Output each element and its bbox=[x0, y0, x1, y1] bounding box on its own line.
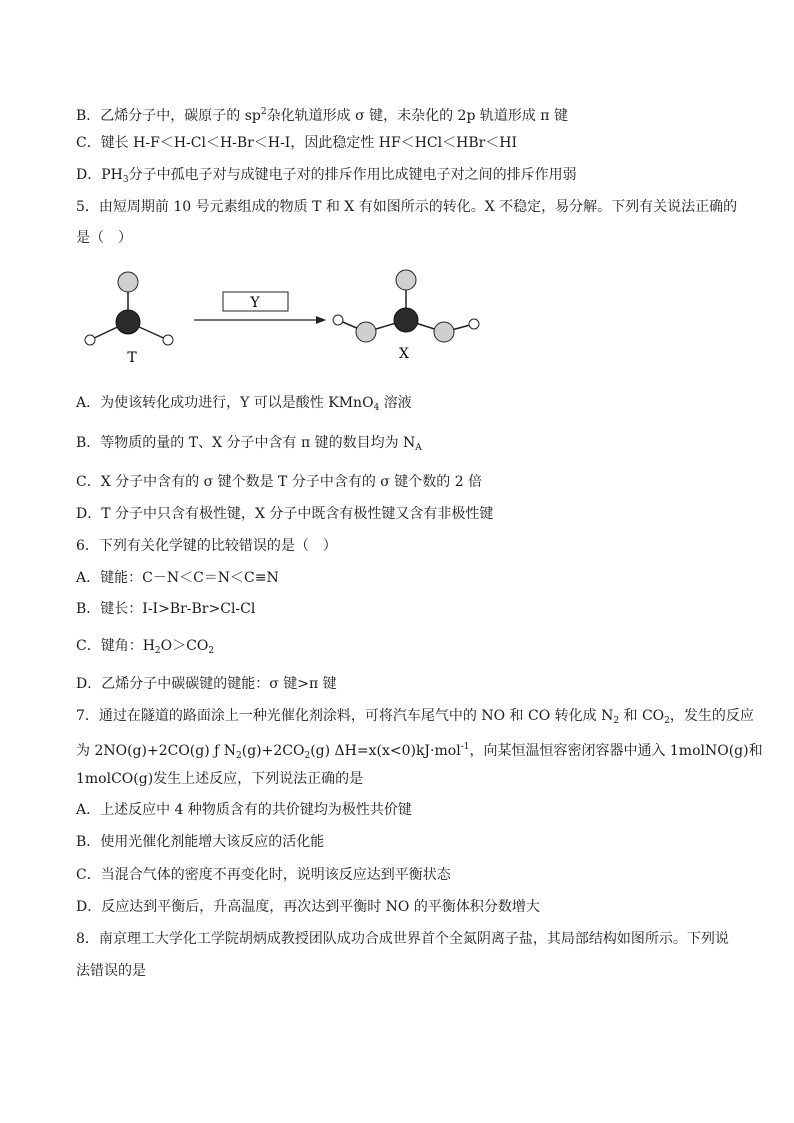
option-4c: C．键长 H-F＜H-Cl＜H-Br＜H-I，因此稳定性 HF＜HCl＜HBr＜HI bbox=[76, 135, 518, 151]
question-7-equation: 为 2NO(g)+2CO(g) ƒ $N_2(g)+2CO_2(g)$ ΔH=x(x<0)kJ·mol$^{-1}$，向某恒温恒容密闭容器中通入 1molNO(g)和 bbox=[76, 742, 763, 761]
option-5d: D．T 分子中只含有极性键，X 分子中既含有极性键又含有非极性键 bbox=[76, 506, 494, 522]
t-hydrogen-atom bbox=[163, 335, 173, 345]
question-6-stem: 6．下列有关化学键的比较错误的是（ ） bbox=[76, 538, 337, 554]
t-hydrogen-atom bbox=[85, 335, 95, 345]
x-oxygen-atom bbox=[434, 322, 454, 342]
question-7-stem-cont: 1molCO(g)发生上述反应，下列说法正确的是 bbox=[76, 771, 364, 787]
option-5c: C．X 分子中含有的 σ 键个数是 T 分子中含有的 σ 键个数的 2 倍 bbox=[76, 474, 483, 490]
question-8-stem-cont: 法错误的是 bbox=[76, 963, 146, 979]
label-x: X bbox=[399, 346, 409, 362]
t-oxygen-atom bbox=[118, 272, 138, 292]
question-5-stem: 5．由短周期前 10 号元素组成的物质 T 和 X 有如图所示的转化。X 不稳定，易分解。下列有关说法正确的 bbox=[76, 199, 738, 215]
x-hydrogen-atom bbox=[333, 315, 343, 325]
question-8-stem: 8．南京理工大学化工学院胡炳成教授团队成功合成世界首个全氮阴离子盐，其局部结构如图所示。下列说 bbox=[76, 931, 729, 947]
option-4b: B．乙烯分子中，碳原子的 $sp^2$杂化轨道形成 σ 键，未杂化的 2p 轨道形成 π 键 bbox=[76, 107, 568, 124]
option-7b: B．使用光催化剂能增大该反应的活化能 bbox=[76, 834, 325, 850]
t-carbon-atom bbox=[116, 310, 140, 334]
option-5b: B．等物质的量的 T、X 分子中含有 π 键的数目均为 $N_A$ bbox=[76, 435, 422, 453]
x-oxygen-atom bbox=[396, 270, 416, 290]
option-6b: B．键长：I-I>Br-Br>Cl-Cl bbox=[76, 601, 256, 617]
x-oxygen-atom bbox=[356, 322, 376, 342]
option-5a: A．为使该转化成功进行，Y 可以是酸性 KMnO$_4$ 溶液 bbox=[76, 395, 412, 413]
option-7d: D．反应达到平衡后，升高温度，再次达到平衡时 NO 的平衡体积分数增大 bbox=[76, 899, 540, 915]
molecule-conversion-figure bbox=[76, 262, 496, 372]
x-hydrogen-atom bbox=[469, 319, 479, 329]
question-5-stem-cont: 是（ ） bbox=[76, 230, 132, 246]
option-6c: C．键角：$H_2O>CO_2$ bbox=[76, 638, 215, 656]
option-6d: D．乙烯分子中碳碳键的键能：σ 键>π 键 bbox=[76, 676, 337, 692]
option-6a: A．键能：C－N＜C＝N＜C≡N bbox=[76, 570, 279, 586]
reagent-label: Y bbox=[250, 295, 260, 311]
option-4d: D．$PH_3$分子中孤电子对与成键电子对的排斥作用比成键电子对之间的排斥作用弱 bbox=[76, 167, 577, 185]
label-t: T bbox=[127, 350, 137, 366]
arrow-head bbox=[316, 316, 326, 324]
question-7-stem: 7．通过在隧道的路面涂上一种光催化剂涂料，可将汽车尾气中的 NO 和 CO 转化成 $N_2$ 和 $CO_2$，发生的反应 bbox=[76, 708, 754, 726]
option-7c: C．当混合气体的密度不再变化时，说明该反应达到平衡状态 bbox=[76, 867, 451, 883]
option-7a: A．上述反应中 4 种物质含有的共价键均为极性共价键 bbox=[76, 802, 412, 818]
x-carbon-atom bbox=[394, 308, 418, 332]
